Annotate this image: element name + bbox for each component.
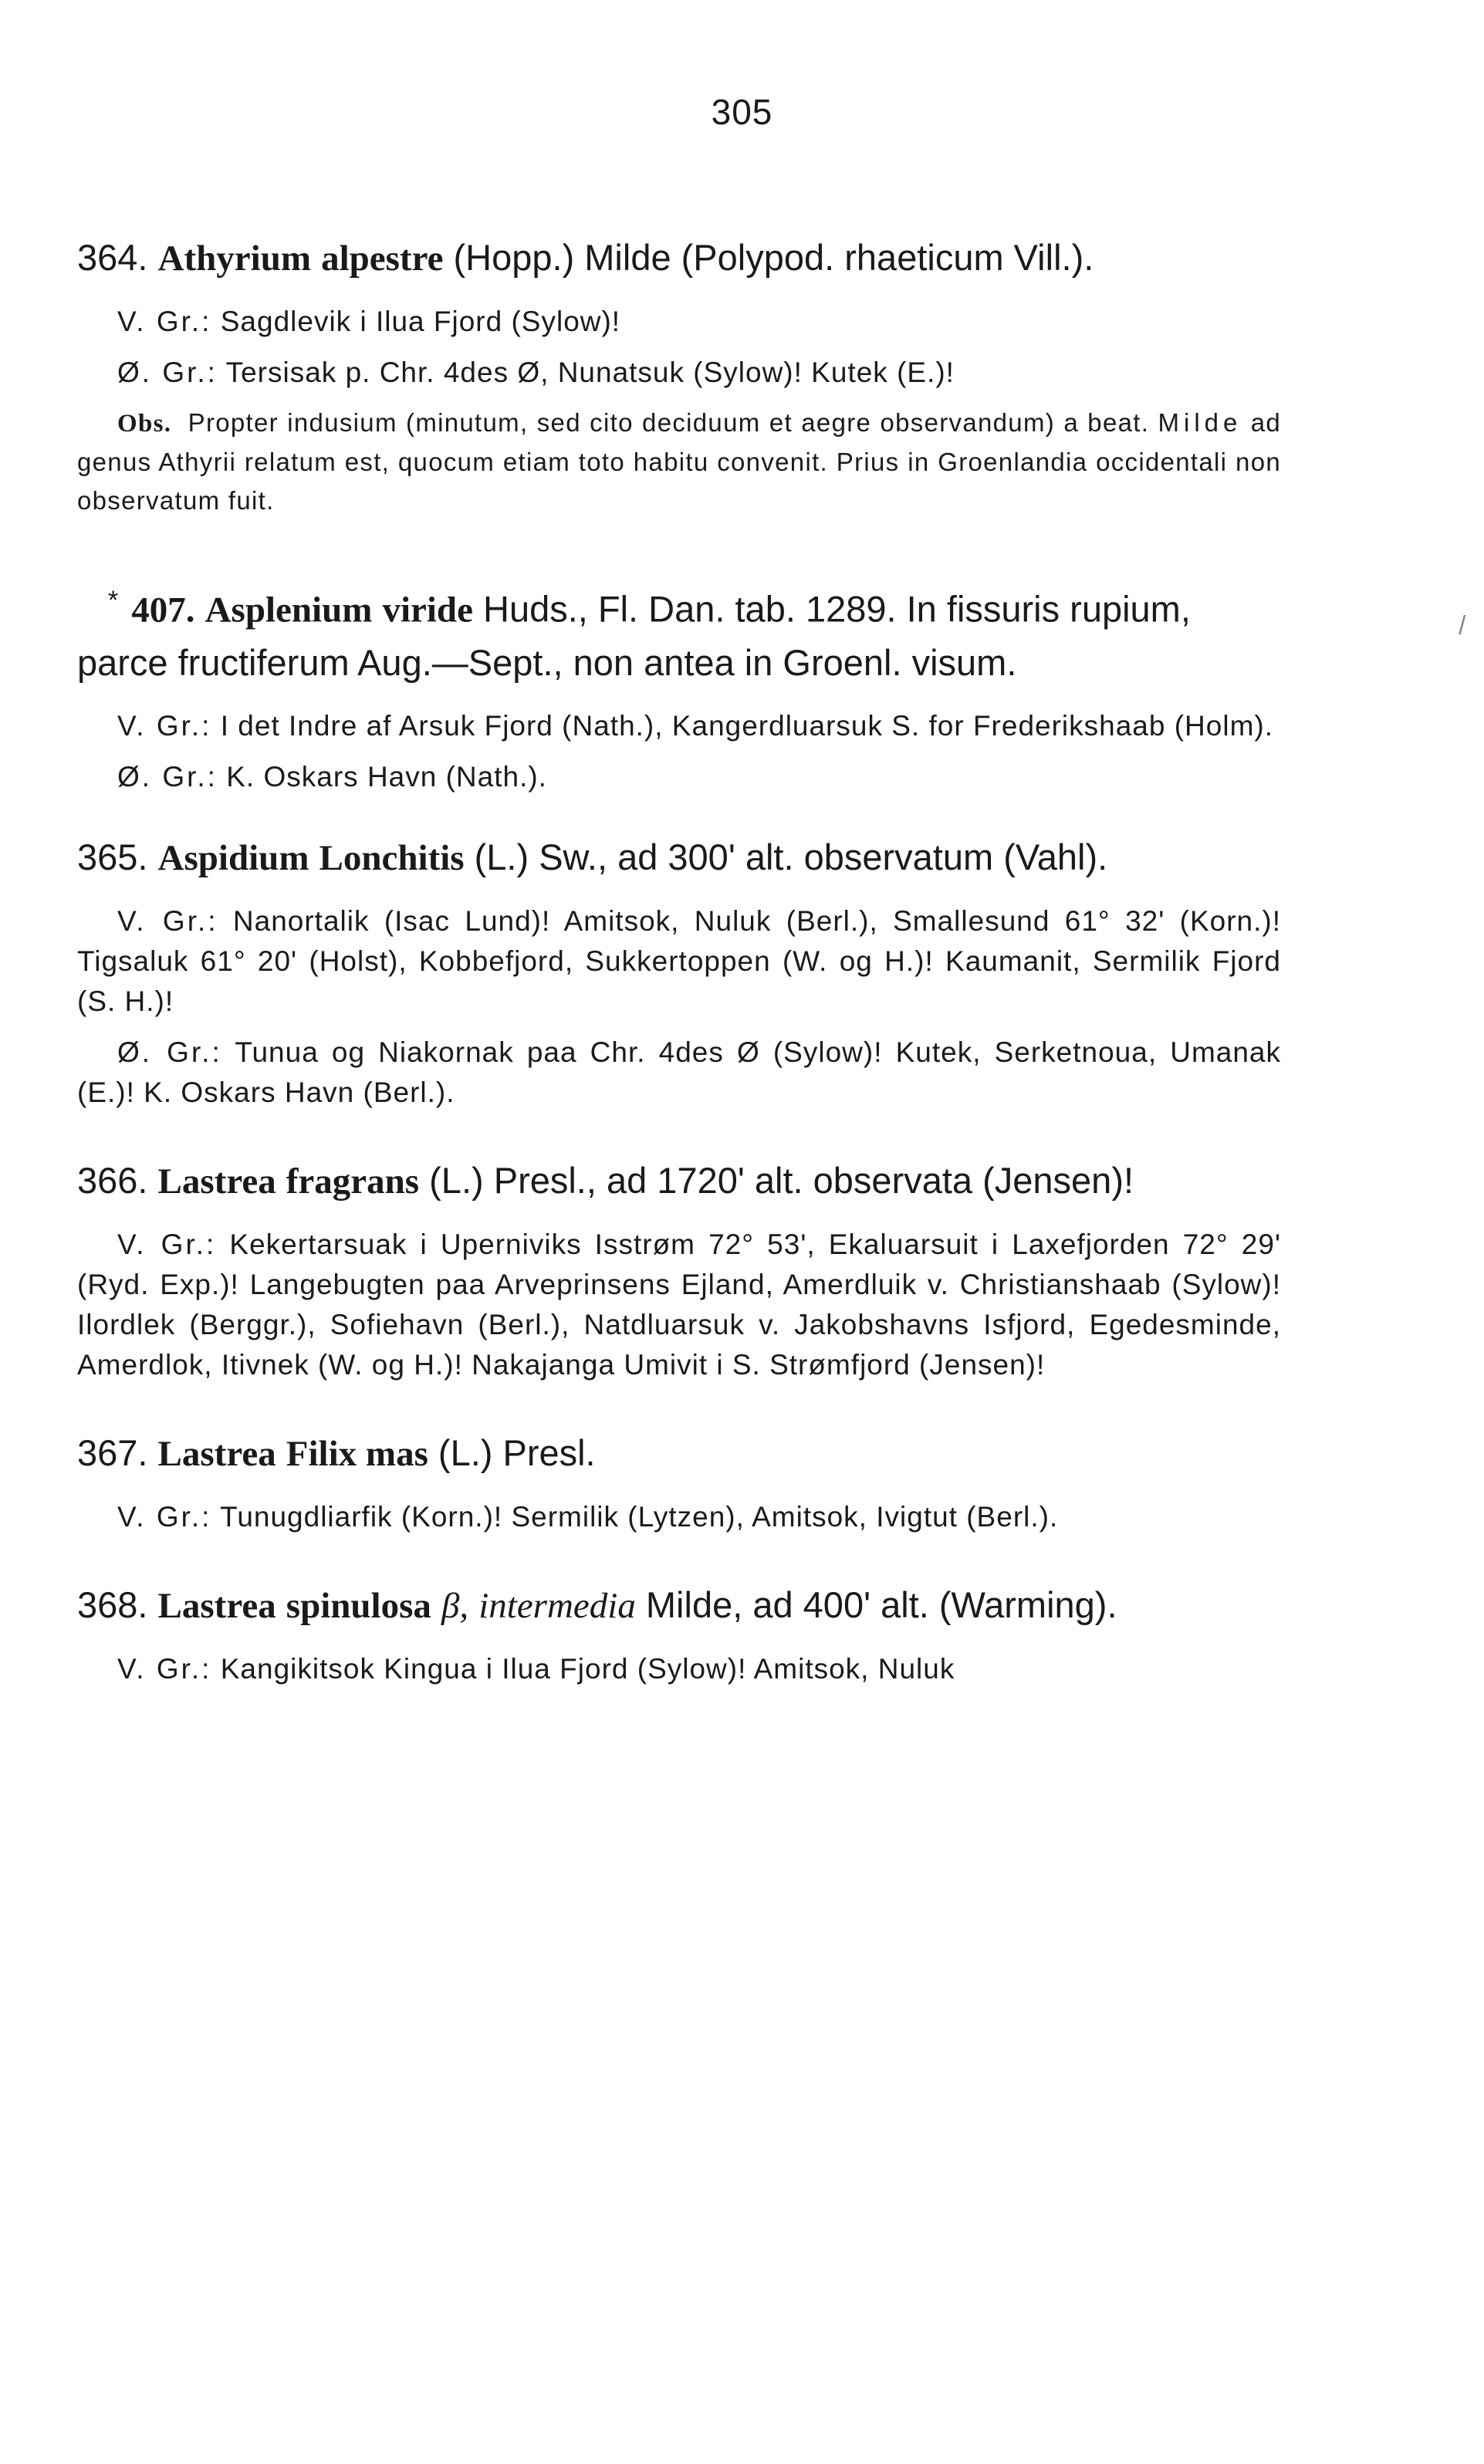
locality-text: Tunugdliarfik (Korn.)! Sermilik (Lytzen), Amitsok, Ivigtut (Berl.). xyxy=(220,1500,1059,1533)
locality-text: Sagdlevik i Ilua Fjord (Sylow)! xyxy=(220,306,621,337)
species-entry xyxy=(77,1154,1281,1385)
species-name: Lonchitis xyxy=(319,837,465,878)
page-content xyxy=(77,232,1281,1731)
locality-text: Tunua og Niakornak paa Chr. 4des Ø (Sylow)! Kutek, Serketnoua, Umanak (E.)! K. Oskars Havn (Berl.). xyxy=(77,1036,1281,1108)
authority-text: Milde, ad 400' alt. (Warming). xyxy=(645,1584,1117,1625)
entry-number: 407. xyxy=(131,590,195,630)
authority-text: (Hopp.) Milde (Polypod. rhaeticum Vill.). xyxy=(453,237,1094,278)
entry-heading xyxy=(77,232,1281,285)
locality-line xyxy=(77,706,1281,746)
variety-name: intermedia xyxy=(478,1585,636,1626)
region-label: Ø. Gr.: xyxy=(117,760,218,793)
region-label: V. Gr.: xyxy=(117,1652,212,1685)
authority-text: Huds., Fl. Dan. tab. 1289. In fissuris rupium, parce fructiferum Aug.—Sept., non antea in Groenl. visum. xyxy=(77,588,1191,683)
authority-text: (L.) Sw., ad 300' alt. observatum (Vahl). xyxy=(474,836,1108,877)
species-name: spinulosa xyxy=(286,1585,431,1626)
entry-number: 368. xyxy=(77,1584,148,1625)
locality-line xyxy=(77,901,1281,1022)
region-label: V. Gr.: xyxy=(117,1500,212,1533)
species-entry xyxy=(77,1427,1281,1537)
entry-number: 366. xyxy=(77,1159,148,1201)
obs-text: Propter indusium (minutum, sed cito deciduum et aegre observandum) a beat. xyxy=(188,408,1150,437)
species-entry xyxy=(77,1579,1281,1689)
genus-name: Asplenium xyxy=(205,590,373,630)
species-entry xyxy=(77,232,1281,520)
species-name: Filix mas xyxy=(286,1433,428,1474)
obs-author-name: Milde xyxy=(1158,408,1242,437)
genus-name: Aspidium xyxy=(157,837,309,878)
entry-number: 365. xyxy=(77,836,148,877)
locality-text: Nanortalik (Isac Lund)! Amitsok, Nuluk (Berl.), Smallesund 61° 32' (Korn.)! Tigsaluk 61° 20' (Holst), Kobbefjord, Sukkertoppen (W. og H.)! Kaumanit, Sermilik Fjord (S. H.)! xyxy=(77,904,1282,1017)
entry-heading xyxy=(77,831,1281,884)
stray-margin-mark: / xyxy=(1459,611,1466,641)
locality-line xyxy=(77,353,1281,393)
locality-line xyxy=(77,1033,1281,1113)
locality-line xyxy=(77,757,1281,797)
locality-text: K. Oskars Havn (Nath.). xyxy=(226,760,547,793)
genus-name: Lastrea xyxy=(157,1161,276,1202)
region-label: Ø. Gr.: xyxy=(117,357,218,388)
region-label: V. Gr.: xyxy=(117,306,212,337)
locality-line xyxy=(77,1497,1281,1537)
locality-text: Kekertarsuak i Uperniviks Isstrøm 72° 53', Ekaluarsuit i Laxefjorden 72° 29' (Ryd. Exp.)! Langebugten paa Arveprinsens Ejland, Amerdluik v. Christianshaab (Sylow)! Ilordlek (Berggr.), Sofiehavn (Berl.), Natdluarsuk v. Jakobshavns Isfjord, Egedesminde, Amerdlok, Itivnek (W. og H.)! Nakajanga Umivit i S. Strømfjord (Jensen)! xyxy=(77,1228,1282,1381)
genus-name: Athyrium xyxy=(157,238,311,279)
entry-heading xyxy=(77,1154,1281,1208)
obs-text: ad genus Athyrii relatum est, quocum etiam toto habitu convenit. Prius in Groenlandia occidentali non observatum fuit. xyxy=(77,408,1281,515)
entry-heading xyxy=(77,1579,1281,1632)
authority-text: (L.) Presl., ad 1720' alt. observata (Jensen)! xyxy=(429,1159,1134,1201)
entry-number: 364. xyxy=(77,237,148,278)
species-entry xyxy=(77,574,1281,797)
locality-text: Tersisak p. Chr. 4des Ø, Nunatsuk (Sylow)! Kutek (E.)! xyxy=(225,357,955,388)
observation-note xyxy=(77,404,1281,520)
species-entry xyxy=(77,831,1281,1113)
region-label: V. Gr.: xyxy=(117,1228,217,1260)
variety-symbol: β, xyxy=(441,1585,469,1626)
region-label: Ø. Gr.: xyxy=(117,1036,222,1068)
region-label: V. Gr.: xyxy=(117,904,218,937)
genus-name: Lastrea xyxy=(157,1433,276,1474)
locality-text: I det Indre af Arsuk Fjord (Nath.), Kangerdluarsuk S. for Frederikshaab (Holm). xyxy=(220,709,1273,742)
locality-line xyxy=(77,1649,1281,1689)
entry-number: 367. xyxy=(77,1431,148,1473)
entry-heading xyxy=(77,574,1281,689)
species-name: alpestre xyxy=(321,238,444,279)
locality-line xyxy=(77,1225,1281,1385)
page-number: 305 xyxy=(711,92,773,132)
genus-name: Lastrea xyxy=(157,1585,276,1626)
obs-label: Obs. xyxy=(117,410,172,438)
new-record-star: * xyxy=(108,586,119,615)
entry-heading xyxy=(77,1427,1281,1480)
locality-text: Kangikitsok Kingua i Ilua Fjord (Sylow)! Amitsok, Nuluk xyxy=(220,1652,955,1685)
species-name: fragrans xyxy=(286,1161,420,1202)
species-name: viride xyxy=(382,590,473,630)
locality-line xyxy=(77,302,1281,342)
authority-text: (L.) Presl. xyxy=(438,1431,596,1473)
region-label: V. Gr.: xyxy=(117,709,212,742)
